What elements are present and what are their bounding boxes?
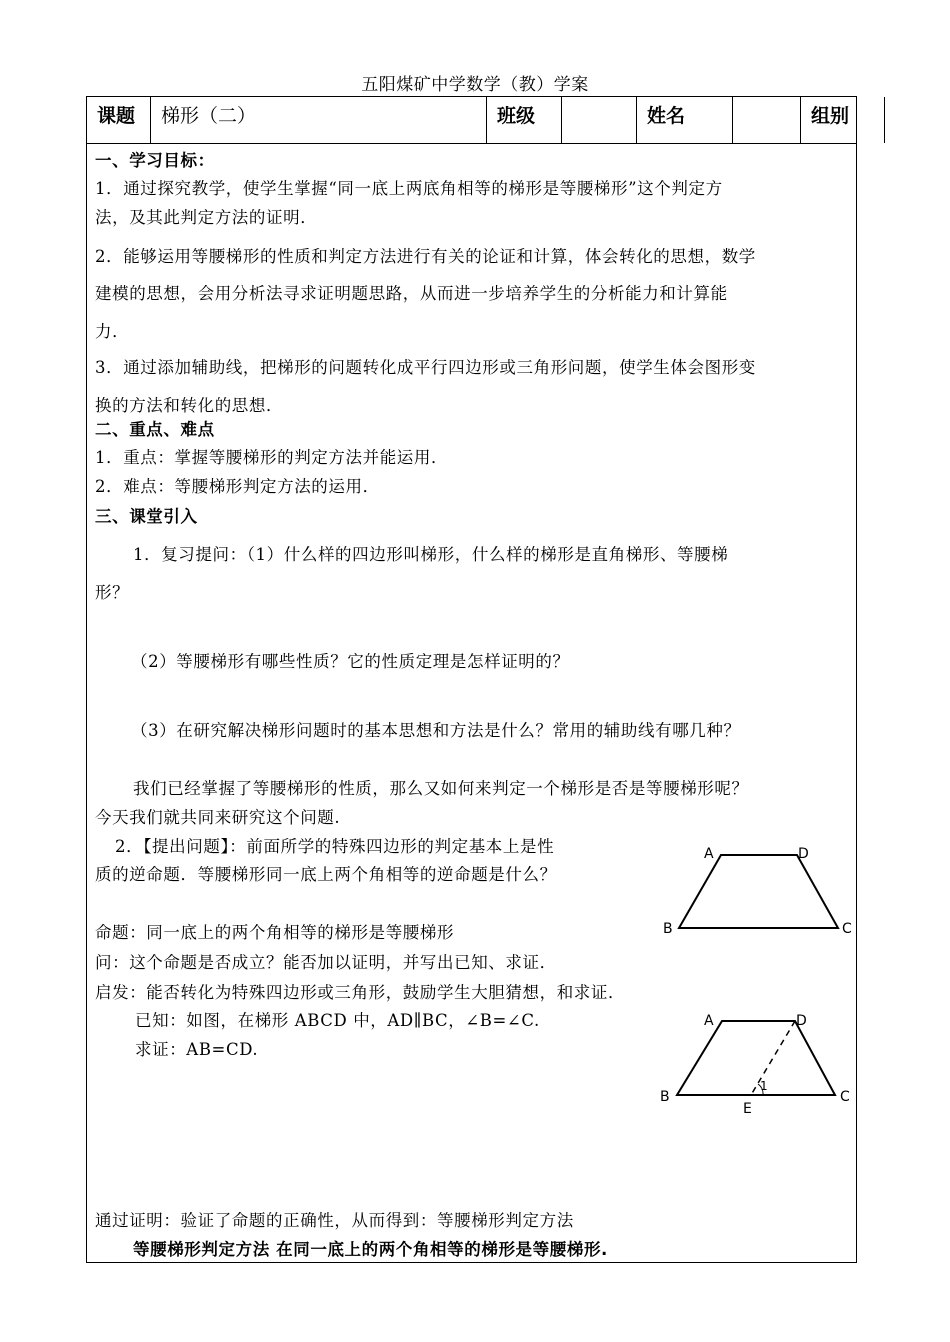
label-d: D [798,846,809,862]
label-d: D [796,1013,807,1029]
key-point-line: 2．难点：等腰梯形判定方法的运用． [95,477,380,496]
label-e: E [743,1101,752,1117]
group-value [885,97,944,143]
theorem-text: 等腰梯形判定方法 在同一底上的两个角相等的梯形是等腰梯形. [133,1240,608,1259]
key-point-line: 1．重点：掌握等腰梯形的判定方法并能运用． [95,448,449,467]
name-label: 姓名 [637,97,733,143]
intro-paragraph-cont: 今天我们就共同来研究这个问题. [95,808,341,827]
review-question-3: （3）在研究解决梯形问题时的基本思想和方法是什么？常用的辅助线有哪几种？ [131,721,741,740]
review-question-1: 1．复习提问：（1）什么样的四边形叫梯形，什么样的梯形是直角梯形、等腰梯 [133,545,729,564]
objective-line: 2．能够运用等腰梯形的性质和判定方法进行有关的论证和计算，体会转化的思想，数学 [95,247,756,266]
objective-line: 1．通过探究教学，使学生掌握“同一底上两底角相等的梯形是等腰梯形”这个判定方 [95,179,723,198]
label-a: A [704,846,714,862]
objective-line: 力． [95,322,130,341]
label-b: B [660,1089,670,1105]
prove-text: 求证：AB=CD. [135,1040,259,1059]
class-label: 班级 [487,97,562,143]
review-question-2: （2）等腰梯形有哪些性质？它的性质定理是怎样证明的？ [131,652,570,671]
objective-line: 换的方法和转化的思想． [95,396,284,415]
review-question-1-cont: 形？ [95,583,130,602]
ask-text: 问：这个命题是否成立？能否加以证明，并写出已知、求证． [95,953,557,972]
intro-paragraph: 我们已经掌握了等腰梯形的性质，那么又如何来判定一个梯形是否是等腰梯形呢？ [133,779,749,798]
label-a: A [704,1013,714,1029]
label-b: B [663,921,673,937]
section3-heading: 三、课堂引入 [95,507,198,526]
name-value [733,97,801,143]
objective-line: 法，及其此判定方法的证明． [95,208,318,227]
given-text: 已知：如图，在梯形 ABCD 中，AD∥BC，∠B=∠C. [135,1011,540,1030]
raise-question-cont: 质的逆命题．等腰梯形同一底上两个角相等的逆命题是什么？ [95,865,557,884]
document-title: 五阳煤矿中学数学（教）学案 [361,75,589,95]
trapezoid-figure-1 [655,840,855,945]
header-row [87,97,856,144]
group-label: 组别 [801,97,885,143]
raise-question: 2．【提出问题】：前面所学的特殊四边形的判定基本上是性 [115,837,555,856]
section1-heading: 一、学习目标： [95,151,215,170]
section2-heading: 二、重点、难点 [95,420,215,439]
label-c: C [842,921,852,937]
objective-line: 建模的思想，会用分析法寻求证明题思路，从而进一步培养学生的分析能力和计算能 [95,284,728,303]
angle-1-label: 1 [760,1079,768,1093]
conclusion-text: 通过证明：验证了命题的正确性，从而得到：等腰梯形判定方法 [95,1211,574,1230]
class-value [562,97,637,143]
hint-text: 启发：能否转化为特殊四边形或三角形，鼓励学生大胆猜想，和求证． [95,983,626,1002]
objective-line: 3．通过添加辅助线，把梯形的问题转化成平行四边形或三角形问题，使学生体会图形变 [95,358,756,377]
topic-label: 课题 [87,97,151,143]
label-c: C [840,1089,850,1105]
topic-value: 梯形（二） [151,97,487,143]
trapezoid-figure-2 [655,1005,855,1120]
proposition-text: 命题：同一底上的两个角相等的梯形是等腰梯形 [95,923,455,942]
